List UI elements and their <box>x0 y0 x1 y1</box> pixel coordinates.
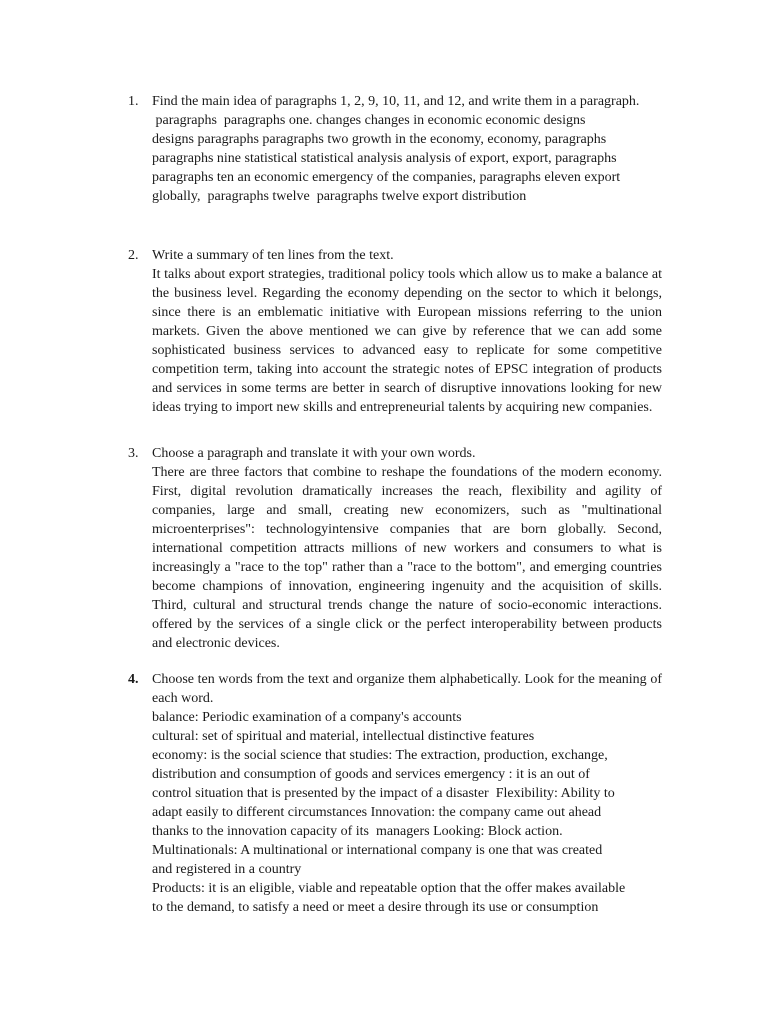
answer-text <box>152 708 662 917</box>
answer-line: and registered in a country <box>152 862 302 877</box>
item-body <box>152 246 662 417</box>
answer-text: It talks about export strategies, traditional policy tools which allow us to make a balance at the business level. Regarding the economy depending on the sector to which it belongs, since there is an emblematic initiative with European missions referring to the union markets. Given the above mentioned we can give by reference that we can add some sophisticated business services to advanced easy to replicate for some competitive competition term, taking into account the strategic notes of EPSC integration of products and services in some terms are better in search of disruptive innovations looking for new ideas trying to import new skills and entrepreneurial talents by acquiring new companies. <box>152 267 662 415</box>
list-item-3 <box>128 444 662 653</box>
item-body <box>152 670 662 917</box>
answer-line: control situation that is presented by the impact of a disaster Flexibility: Ability to <box>152 786 615 801</box>
question-text: Choose a paragraph and translate it with your own words. <box>152 446 476 461</box>
answer-line: Products: it is an eligible, viable and repeatable option that the offer makes available <box>152 881 626 896</box>
item-number: 4. <box>128 672 139 687</box>
item-number: 2. <box>128 248 139 263</box>
answer-line: cultural: set of spiritual and material, intellectual distinctive features <box>152 729 535 744</box>
answer-line: paragraphs nine statistical statistical analysis analysis of export, export, paragraphs <box>152 151 617 166</box>
list-item-2 <box>128 246 662 417</box>
list-item-1 <box>128 92 662 206</box>
answer-text: There are three factors that combine to reshape the foundations of the modern economy. First, digital revolution dramatically increases the reach, flexibility and agility of companies, large and small, creating new economizers, such as "multinational microenterprises": technologyintensive companies that are born globally. Second, international competition attracts millions of new workers and consumers to what is increasingly a "race to the top" rather than a "race to the bottom", and emerging countries become champions of innovation, engineering ingenuity and the acquisition of skills. Third, cultural and structural trends change the nature of socio-economic interactions. offered by the services of a single click or the perfect interoperability between products and electronic devices. <box>152 465 662 651</box>
item-number: 1. <box>128 94 139 109</box>
answer-line: paragraphs ten an economic emergency of the companies, paragraphs eleven export <box>152 170 621 185</box>
answer-line: adapt easily to different circumstances Innovation: the company came out ahead <box>152 805 602 820</box>
answer-line: distribution and consumption of goods and services emergency : it is an out of <box>152 767 590 782</box>
item-body <box>152 92 662 206</box>
question-text: Choose ten words from the text and organize them alphabetically. Look for the meaning of each word. <box>152 672 662 706</box>
item-number: 3. <box>128 446 139 461</box>
item-body <box>152 444 662 653</box>
answer-line: to the demand, to satisfy a need or meet a desire through its use or consumption <box>152 900 599 915</box>
question-text: Write a summary of ten lines from the text. <box>152 248 394 263</box>
answer-line: Multinationals: A multinational or international company is one that was created <box>152 843 603 858</box>
answer-line: designs paragraphs paragraphs two growth in the economy, economy, paragraphs <box>152 132 607 147</box>
answer-line: balance: Periodic examination of a company's accounts <box>152 710 462 725</box>
list-item-4 <box>128 670 662 917</box>
question-text: Find the main idea of paragraphs 1, 2, 9, 10, 11, and 12, and write them in a paragraph. <box>152 94 640 109</box>
answer-line: economy: is the social science that studies: The extraction, production, exchange, <box>152 748 608 763</box>
answer-line: thanks to the innovation capacity of its managers Looking: Block action. <box>152 824 563 839</box>
answer-line: globally, paragraphs twelve paragraphs twelve export distribution <box>152 189 527 204</box>
answer-line: paragraphs paragraphs one. changes changes in economic economic designs <box>152 113 586 128</box>
answer-text <box>152 111 662 206</box>
